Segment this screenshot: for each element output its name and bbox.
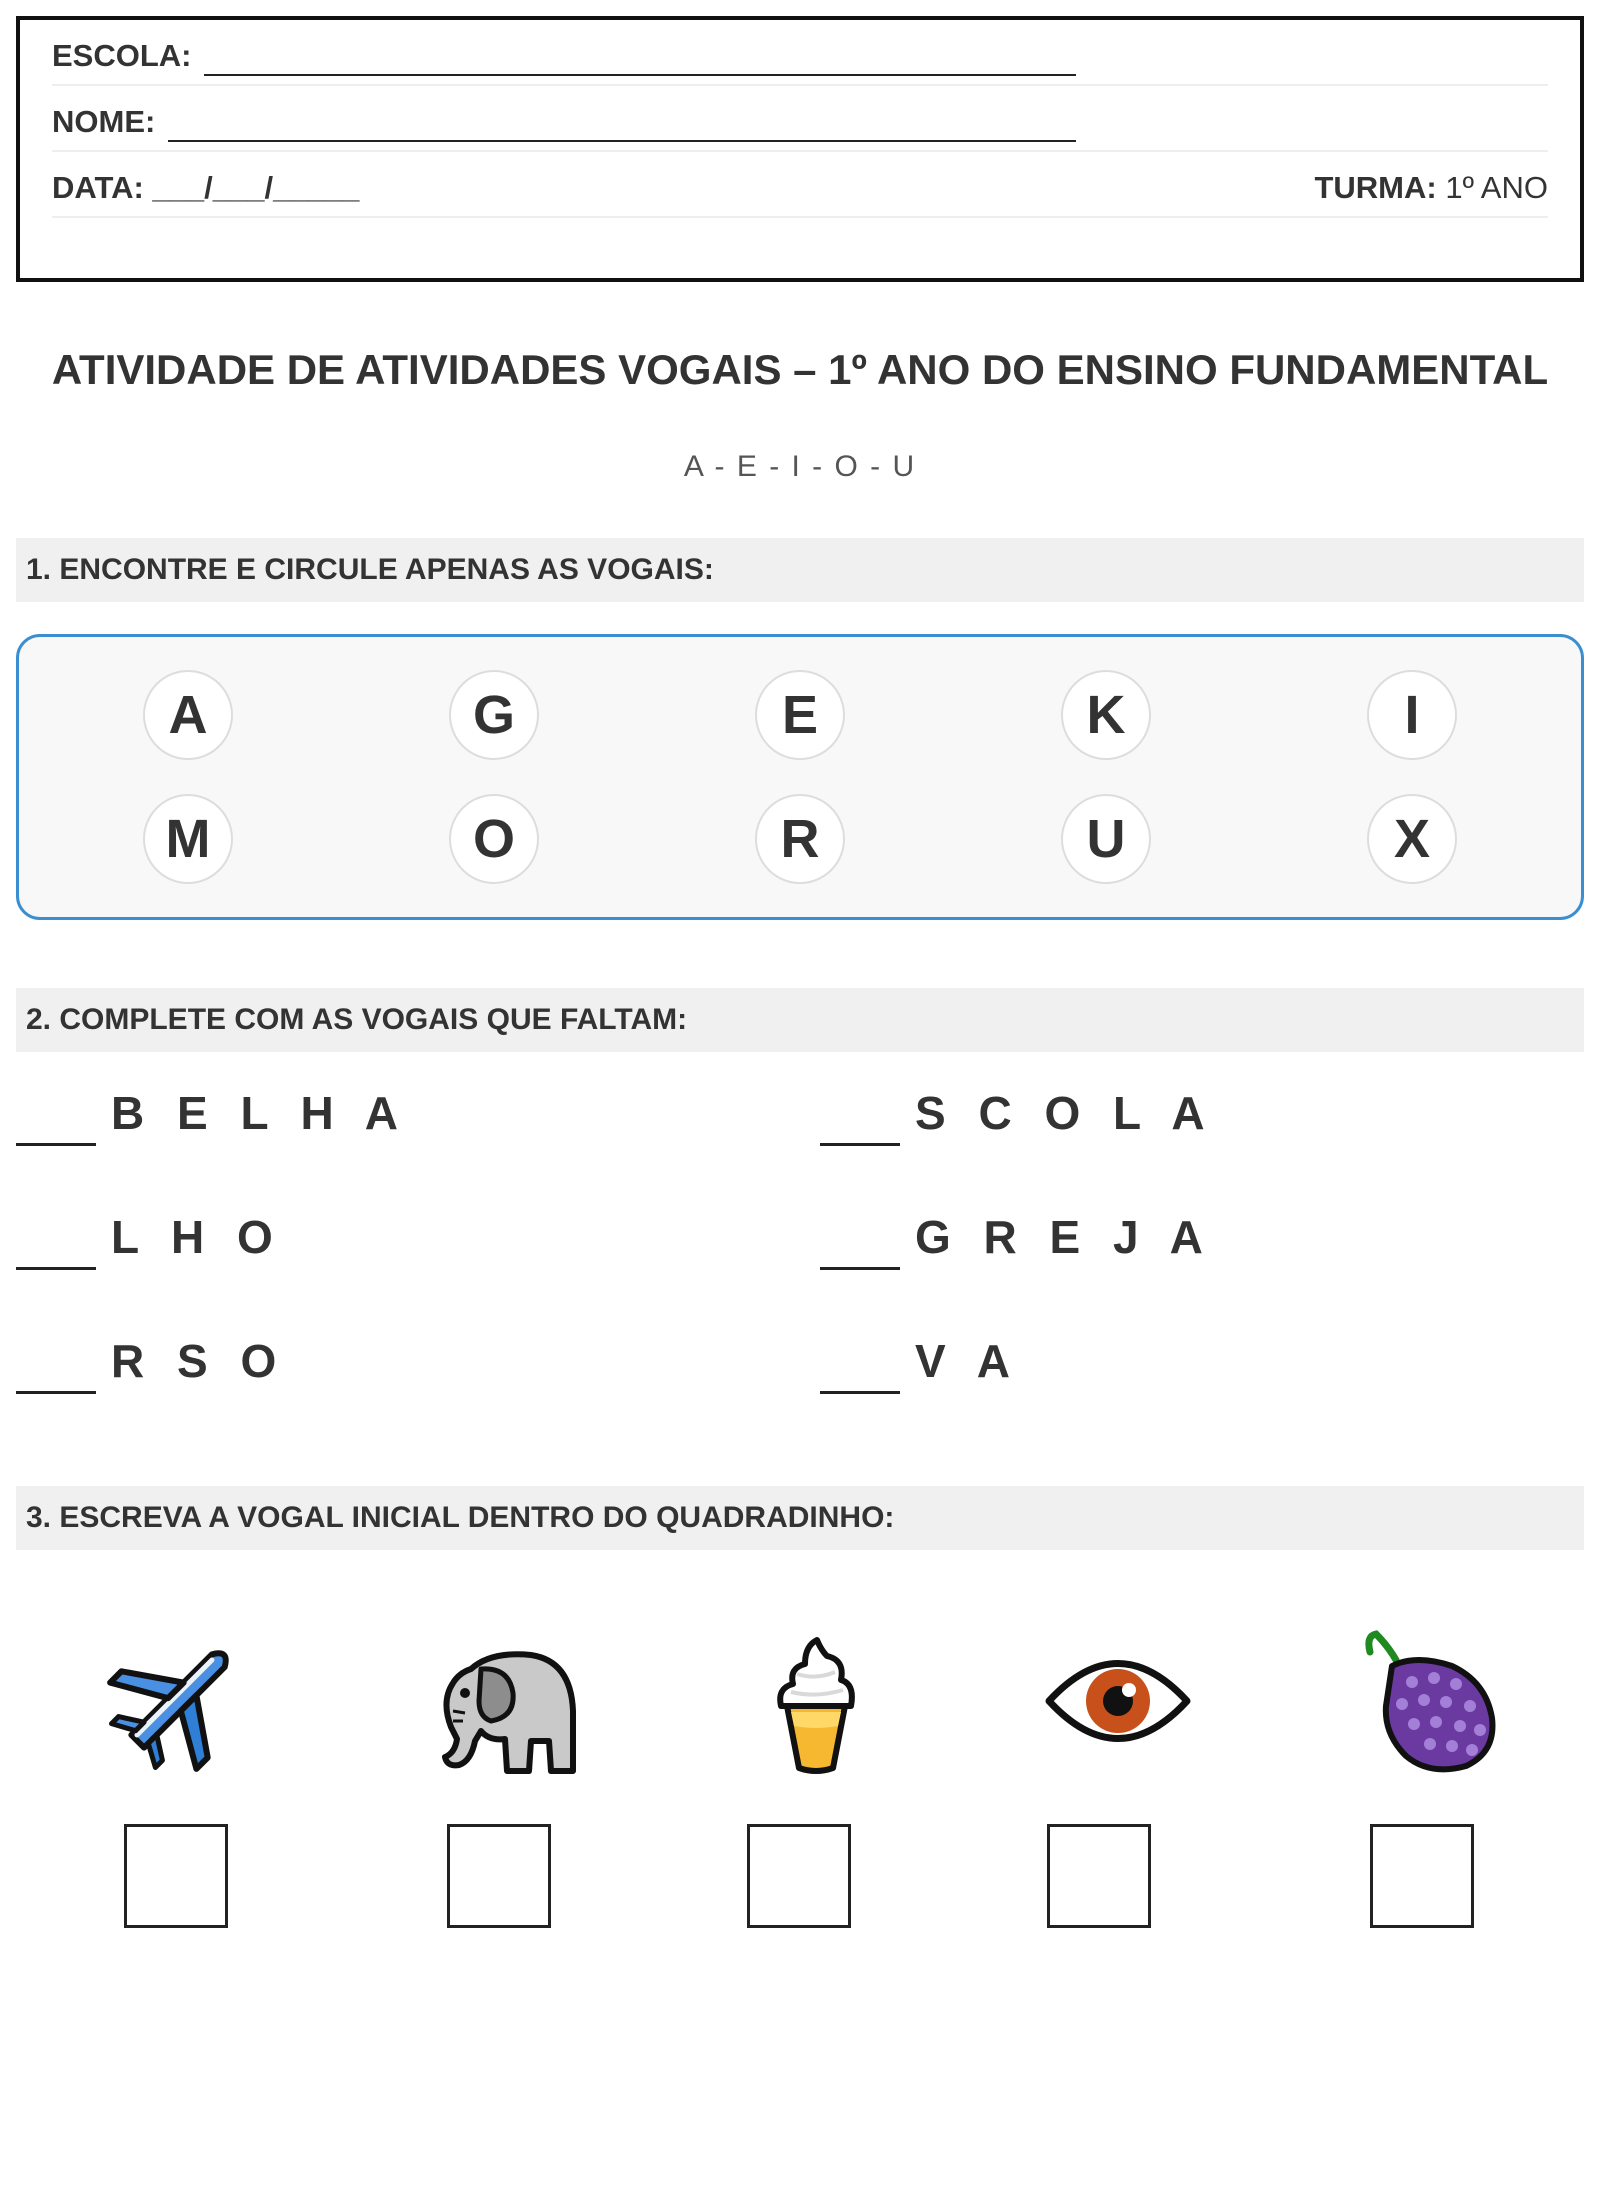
letter-circle[interactable]: A [143,670,233,760]
school-label: ESCOLA: [52,38,192,73]
class-label: TURMA: [1314,170,1437,205]
letter-circle[interactable]: U [1061,794,1151,884]
airplane-icon [103,1626,253,1776]
section-3-header: 3. ESCREVA A VOGAL INICIAL DENTRO DO QUADRADINHO: [16,1486,1584,1550]
answer-box[interactable] [1370,1824,1474,1928]
vowel-blank[interactable] [16,1391,96,1394]
word-item [16,1210,716,1270]
name-line[interactable] [168,140,1076,142]
letter-circle[interactable]: R [755,794,845,884]
answer-box[interactable] [1047,1824,1151,1928]
letter-circle[interactable]: O [449,794,539,884]
letter-circle[interactable]: M [143,794,233,884]
eye-icon [1043,1626,1193,1776]
letter-circle[interactable]: E [755,670,845,760]
word-fragment: B E L H A [111,1087,409,1139]
ice-cream-icon [741,1626,891,1776]
word-item [820,1086,1520,1146]
grapes-icon [1356,1626,1506,1776]
word-item [820,1334,1520,1394]
school-row [52,20,1548,86]
word-fragment: V A [915,1335,1020,1387]
answer-box[interactable] [124,1824,228,1928]
school-line[interactable] [204,74,1076,76]
section-1-header: 1. ENCONTRE E CIRCULE APENAS AS VOGAIS: [16,538,1584,602]
name-row [52,86,1548,152]
vowel-blank[interactable] [820,1267,900,1270]
word-fragment: L H O [111,1211,283,1263]
class-field [1314,170,1548,206]
answer-box[interactable] [447,1824,551,1928]
section-2-header: 2. COMPLETE COM AS VOGAIS QUE FALTAM: [16,988,1584,1052]
word-fragment: R S O [111,1335,287,1387]
vowel-blank[interactable] [820,1391,900,1394]
name-label: NOME: [52,104,156,139]
date-field[interactable]: DATA: ___/___/_____ [52,170,360,205]
word-item [16,1086,716,1146]
word-item [16,1334,716,1394]
letter-circle[interactable]: G [449,670,539,760]
letter-circle[interactable]: K [1061,670,1151,760]
vowel-blank[interactable] [16,1143,96,1146]
date-row [52,152,1548,218]
vowel-grid [16,634,1584,920]
header-box [16,16,1584,282]
vowel-blank[interactable] [16,1267,96,1270]
answer-box[interactable] [747,1824,851,1928]
elephant-icon [431,1631,581,1781]
letter-circle[interactable]: I [1367,670,1457,760]
word-fragment: S C O L A [915,1087,1215,1139]
word-item [820,1210,1520,1270]
class-value: 1º ANO [1445,170,1548,205]
page-title: ATIVIDADE DE ATIVIDADES VOGAIS – 1º ANO DO ENSINO FUNDAMENTAL [51,346,1549,393]
letter-circle[interactable]: X [1367,794,1457,884]
word-fragment: G R E J A [915,1211,1213,1263]
vowels-subtitle: A - E - I - O - U [683,450,917,483]
vowel-blank[interactable] [820,1143,900,1146]
